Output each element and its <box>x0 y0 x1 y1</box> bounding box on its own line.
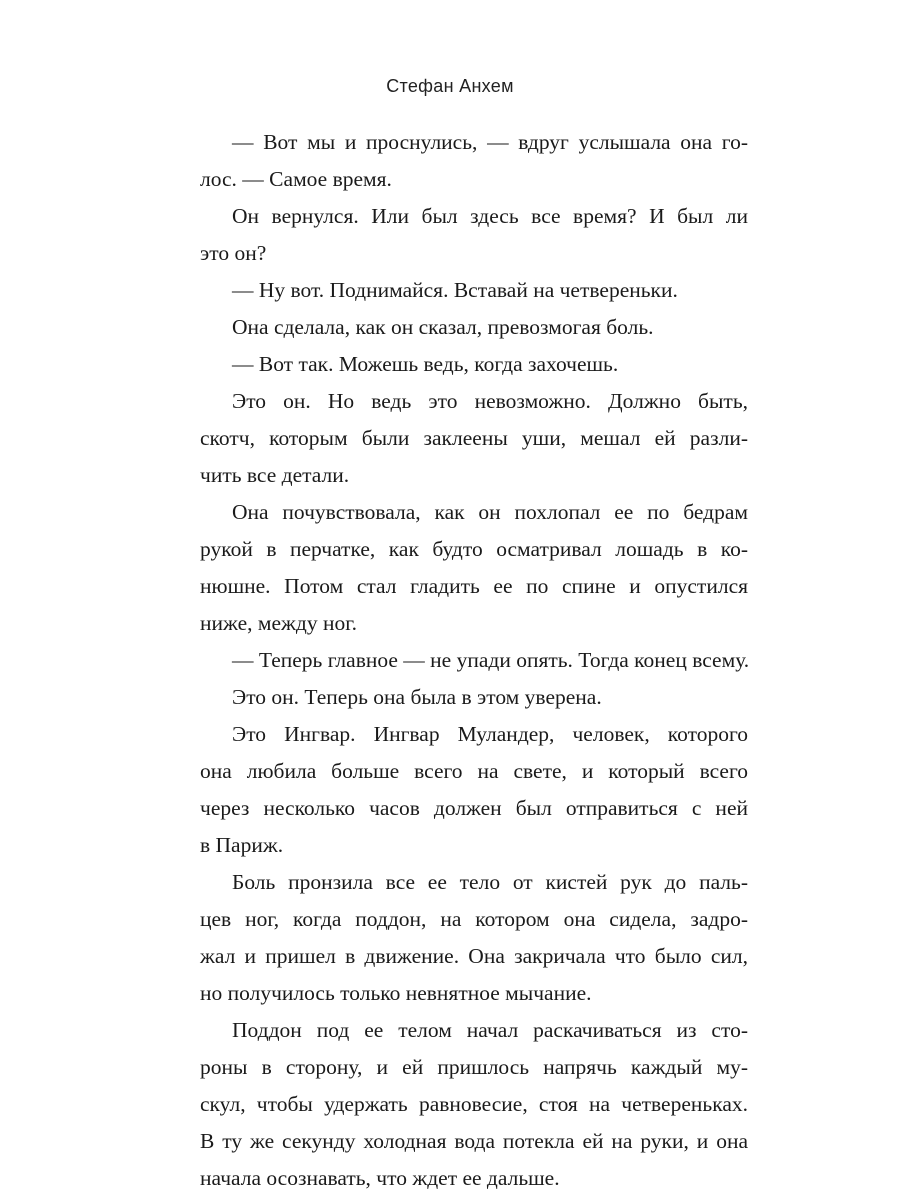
page-body <box>200 124 748 1197</box>
text-line: ниже, между ног. <box>200 611 357 635</box>
text-line: Она почувствовала, как он похлопал ее по бедрам <box>232 500 748 524</box>
text-line: Это он. Теперь она была в этом уверена. <box>232 685 602 709</box>
text-line: В ту же секунду холодная вода потекла ей на руки, и она <box>200 1129 748 1153</box>
text-line: чить все детали. <box>200 463 350 487</box>
text-line: Он вернулся. Или был здесь все время? И был ли <box>232 204 748 228</box>
text-line: Боль пронзила все ее тело от кистей рук до паль- <box>232 870 748 894</box>
text-line: цев ног, когда поддон, на котором она сидела, задро- <box>200 907 748 931</box>
text-line: скотч, которым были заклеены уши, мешал ей разли- <box>200 426 748 450</box>
text-line: нюшне. Потом стал гладить ее по спине и опустился <box>200 574 748 598</box>
text-line: — Вот так. Можешь ведь, когда захочешь. <box>232 352 619 376</box>
text-line: — Ну вот. Поднимайся. Вставай на четвереньки. <box>232 278 678 302</box>
text-line: — Вот мы и проснулись, — вдруг услышала она го- <box>232 130 748 154</box>
text-line: роны в сторону, и ей пришлось напрячь каждый му- <box>200 1055 748 1079</box>
text-line: рукой в перчатке, как будто осматривал лошадь в ко- <box>200 537 748 561</box>
running-header-author: Стефан Анхем <box>386 76 514 96</box>
text-line: она любила больше всего на свете, и который всего <box>200 759 748 783</box>
text-line: Поддон под ее телом начал раскачиваться из сто- <box>232 1018 748 1042</box>
text-line: лос. — Самое время. <box>200 167 392 191</box>
text-line: но получилось только невнятное мычание. <box>200 981 592 1005</box>
text-line: через несколько часов должен был отправиться с ней <box>200 796 748 820</box>
text-line: в Париж. <box>200 833 284 857</box>
text-line: Она сделала, как он сказал, превозмогая боль. <box>232 315 654 339</box>
text-line: Это он. Но ведь это невозможно. Должно быть, <box>232 389 748 413</box>
text-line: скул, чтобы удержать равновесие, стоя на четвереньках. <box>200 1092 748 1116</box>
text-line: начала осознавать, что ждет ее дальше. <box>200 1166 560 1190</box>
text-line: это он? <box>200 241 267 265</box>
text-line: — Теперь главное — не упади опять. Тогда конец всему. <box>232 648 750 672</box>
text-line: жал и пришел в движение. Она закричала что было сил, <box>200 944 748 968</box>
text-line: Это Ингвар. Ингвар Муландер, человек, которого <box>232 722 748 746</box>
